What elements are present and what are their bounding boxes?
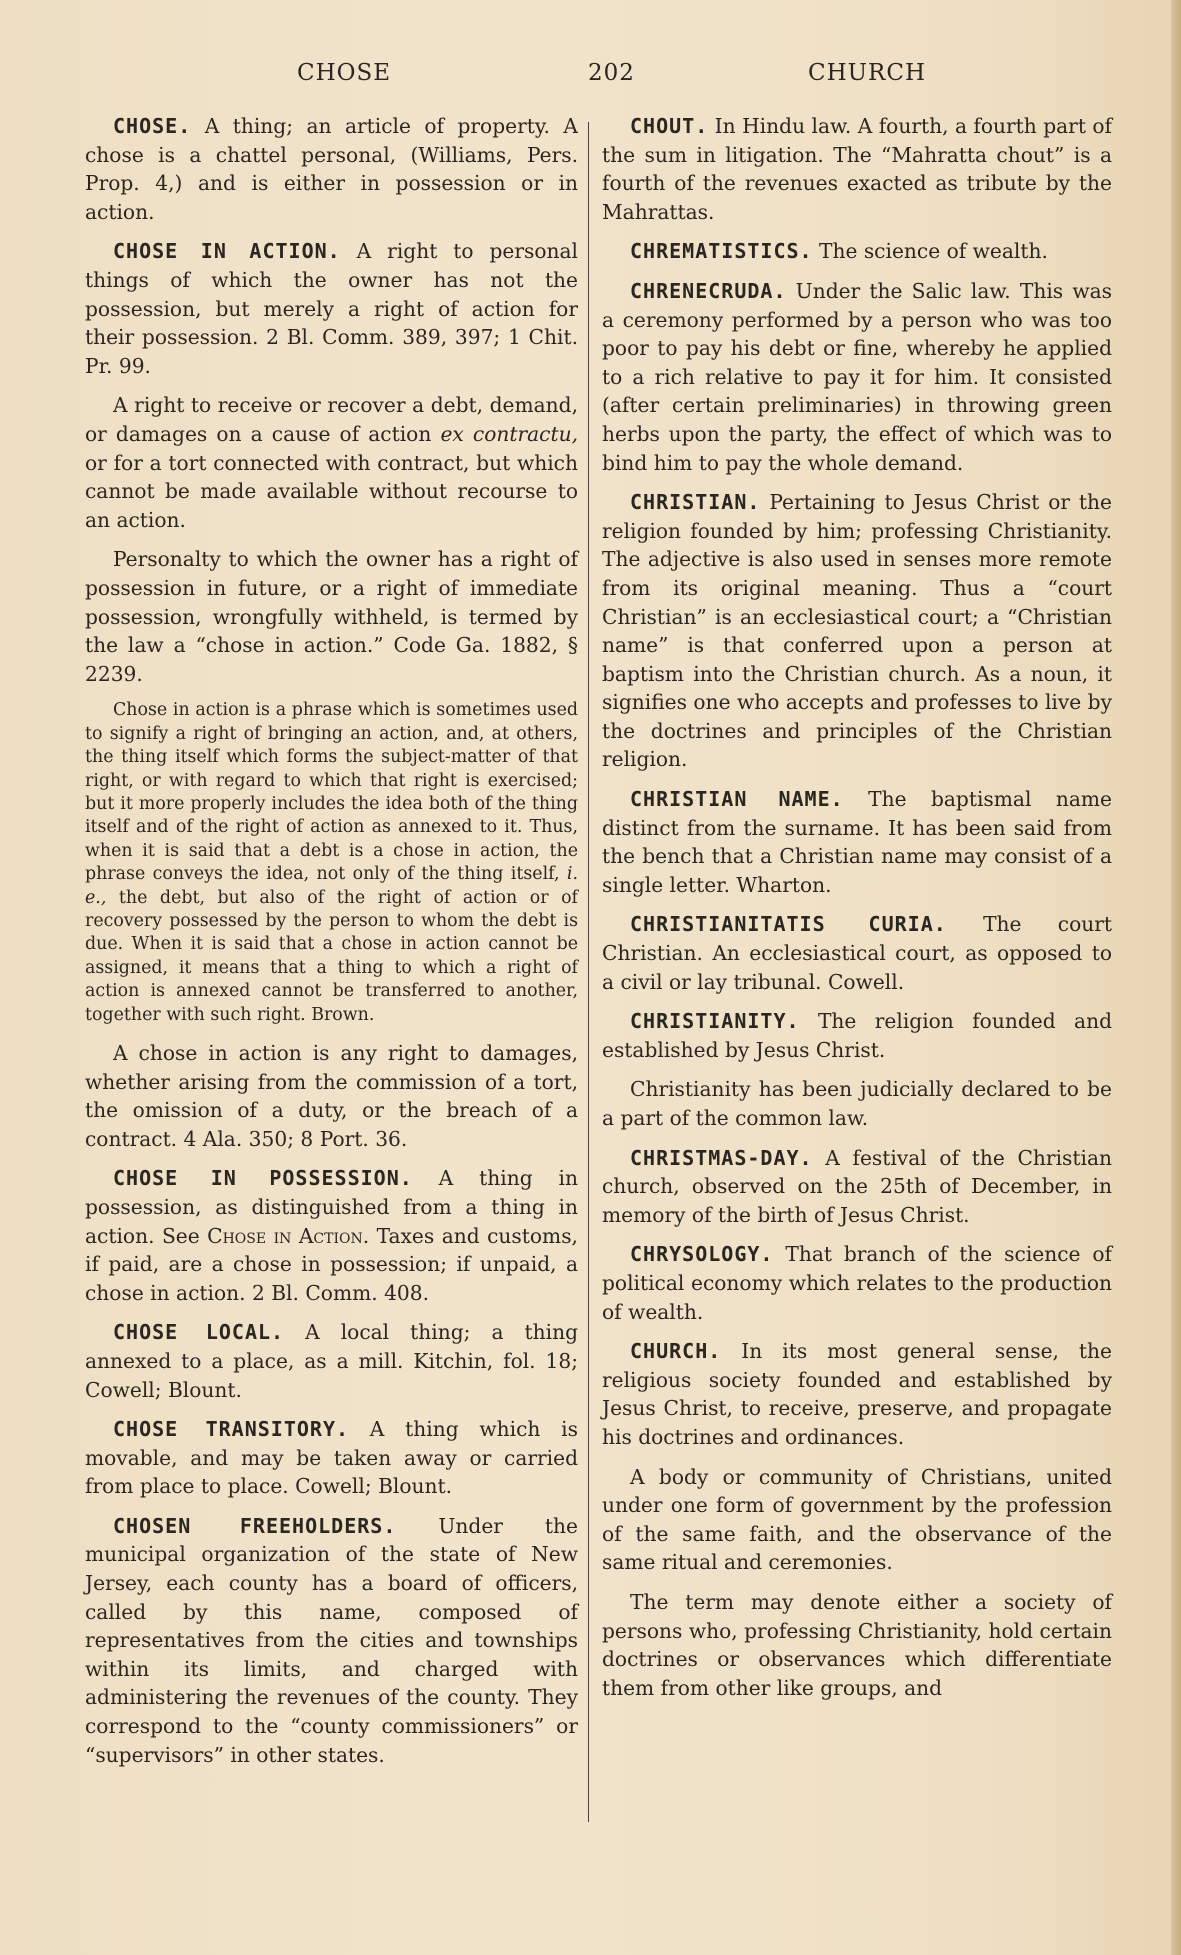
paragraph [85,391,578,534]
italic-abbrev: i. e., [85,864,578,908]
entry-christianitatis-curia [602,910,1112,996]
entry-chout [602,112,1112,226]
paragraph: Personalty to which the owner has a right of possession in future, or a right of immediate possession, wrongfully withheld, is termed by the law a “chose in action.” Code Ga. 1882, § 2239. [85,547,578,686]
entry-chose-in-action [85,237,578,380]
note-text: the debt, but also of the right of action or of recovery possessed by the person to whom the debt is due. When it is said that a chose in action cannot be assigned, it means that a thing to which a right of action is annexed cannot be transferred to another, together with such right. Brown. [85,887,578,1025]
headword: CHREMATISTICS. [630,239,813,264]
definition-text: or for a tort connected with contract, but which cannot be made available without recourse to an action. [85,450,578,532]
definition-text: The religion founded and established by Jesus Christ. [602,1009,1112,1062]
entry-chrematistics [602,237,1112,266]
paragraph: A body or community of Christians, united under one form of government by the profession of the same faith, and the observance of the same ritual and ceremonies. [602,1464,1112,1575]
headword: CHOSE TRANSITORY. [113,1417,350,1442]
entry-chrenecruda [602,277,1112,477]
headword: CHRISTIANITATIS CURIA. [630,912,947,937]
headword: CHOSE. [113,114,192,138]
page-edge [1171,0,1181,1955]
headword: CHRYSOLOGY. [630,1242,774,1267]
headword: CHURCH. [630,1339,722,1364]
entry-christianity [602,1007,1112,1064]
running-head [0,60,1181,100]
paragraph: A chose in action is any right to damages, whether arising from the commission of a tort, the omission of a duty, or the breach of a contract. 4 Ala. 350; 8 Port. 36. [85,1040,578,1151]
left-column [85,112,578,1780]
definition-text: Under the Salic law. This was a ceremony performed by a person who was too poor to pay his debt or fine, whereby he applied to a rich relative to pay it for him. It consisted (after certain preliminaries) in throwing green herbs upon the party, the effect of which was to bind him to pay the whole demand. [602,278,1112,475]
entry-church [602,1337,1112,1451]
definition-text: Under the municipal organization of the state of New Jersey, each county has a board of officers, called by this name, composed of representatives from the cities and townships within its limits, and charged with administering the revenues of the county. They correspond to the “county commissioners” or “supervisors” in other states. [85,1513,578,1767]
definition-text: The science of wealth. [812,239,1048,264]
definition-text: The baptismal name distinct from the surname. It has been said from the bench that a Christian name may consist of a single letter. Wharton. [602,787,1112,897]
definition-text: In its most general sense, the religious society founded and established by Jesus Christ, to receive, preserve, and propagate his doctrines and ordinances. [602,1339,1112,1449]
cross-reference: Chose in Action. [207,1223,370,1248]
guide-word-left: CHOSE [297,60,392,86]
guide-word-right: CHURCH [808,60,927,86]
entry-chosen-freeholders [85,1512,578,1769]
entry-chose-local [85,1318,578,1404]
headword: CHOSEN FREEHOLDERS. [113,1513,397,1538]
right-column [602,112,1112,1713]
entry-chose-in-possession [85,1164,578,1307]
headword: CHOSE IN ACTION. [113,239,341,264]
definition-text: A thing; an article of property. A chose is a chattel personal, (Williams, Pers. Prop. 4,) and is either in possession or in action. [85,114,578,224]
entry-chose [85,112,578,226]
definition-text: A festival of the Christian church, observed on the 25th of December, in memory of the birth of Jesus Christ. [602,1145,1112,1227]
headword: CHOSE LOCAL. [113,1320,285,1345]
definition-text: Pertaining to Jesus Christ or the religion founded by him; professing Christianity. The adjective is also used in senses more remote from its original meaning. Thus a “court Christian” is an ecclesiastical court; a “Christian name” is that conferred upon a person at baptism into the Christian church. As a noun, it signifies one who accepts and professes to live by the doctrines and principles of the Christian religion. [602,490,1112,772]
note-paragraph [85,699,578,1027]
entry-christian-name [602,785,1112,899]
headword: CHRISTIAN NAME. [630,787,844,812]
definition-text: In Hindu law. A fourth, a fourth part of the sum in litigation. The “Mahratta chout” is a fourth of the revenues exacted as tribute by the Mahrattas. [602,114,1112,224]
note-text: Chose in action is a phrase which is sometimes used to signify a right of bringing an action, and, at others, the thing itself which forms the subject-matter of that right, or with regard to which that right is exercised; but it more properly includes the idea both of the thing itself and of the right of action as annexed to it. Thus, when it is said that a debt is a chose in action, the phrase conveys the idea, not only of the thing itself, [85,700,578,885]
definition-text: A right to receive or recover a debt, demand, or damages on a cause of action [85,393,578,446]
definition-text: A right to personal things of which the owner has not the possession, but merely a right of action for their possession. 2 Bl. Comm. 389, 397; 1 Chit. Pr. 99. [85,239,579,378]
latin-phrase: ex contractu, [440,421,578,446]
definition-text: That branch of the science of political economy which relates to the production of wealth. [602,1242,1112,1324]
definition-text: A local thing; a thing annexed to a place, as a mill. Kitchin, fol. 18; Cowell; Blount. [85,1320,578,1402]
entry-christian [602,488,1112,774]
column-divider [588,122,589,1822]
page-number: 202 [588,60,635,86]
headword: CHRISTMAS-DAY. [630,1145,813,1170]
entry-chrysology [602,1240,1112,1326]
definition-text: Taxes and customs, if paid, are a chose in possession; if unpaid, a chose in action. 2 Bl. Comm. 408. [85,1223,578,1305]
paragraph: The term may denote either a society of persons who, professing Christianity, hold certain doctrines or observances which differentiate them from other like groups, and [602,1589,1112,1700]
headword: CHRISTIAN. [630,490,761,515]
headword: CHOUT. [630,114,709,138]
definition-text: The court Christian. An ecclesiastical court, as opposed to a civil or lay tribunal. Cowell. [602,912,1112,994]
headword: CHRENECRUDA. [630,278,787,303]
paragraph: Christianity has been judicially declared to be a part of the common law. [602,1077,1112,1130]
definition-text: A thing in possession, as distinguished from a thing in action. See [85,1166,578,1248]
entry-chose-transitory [85,1415,578,1501]
entry-christmas-day [602,1144,1112,1230]
definition-text: A thing which is movable, and may be taken away or carried from place to place. Cowell; Blount. [85,1417,579,1499]
headword: CHOSE IN POSSESSION. [113,1166,413,1191]
headword: CHRISTIANITY. [630,1009,800,1034]
